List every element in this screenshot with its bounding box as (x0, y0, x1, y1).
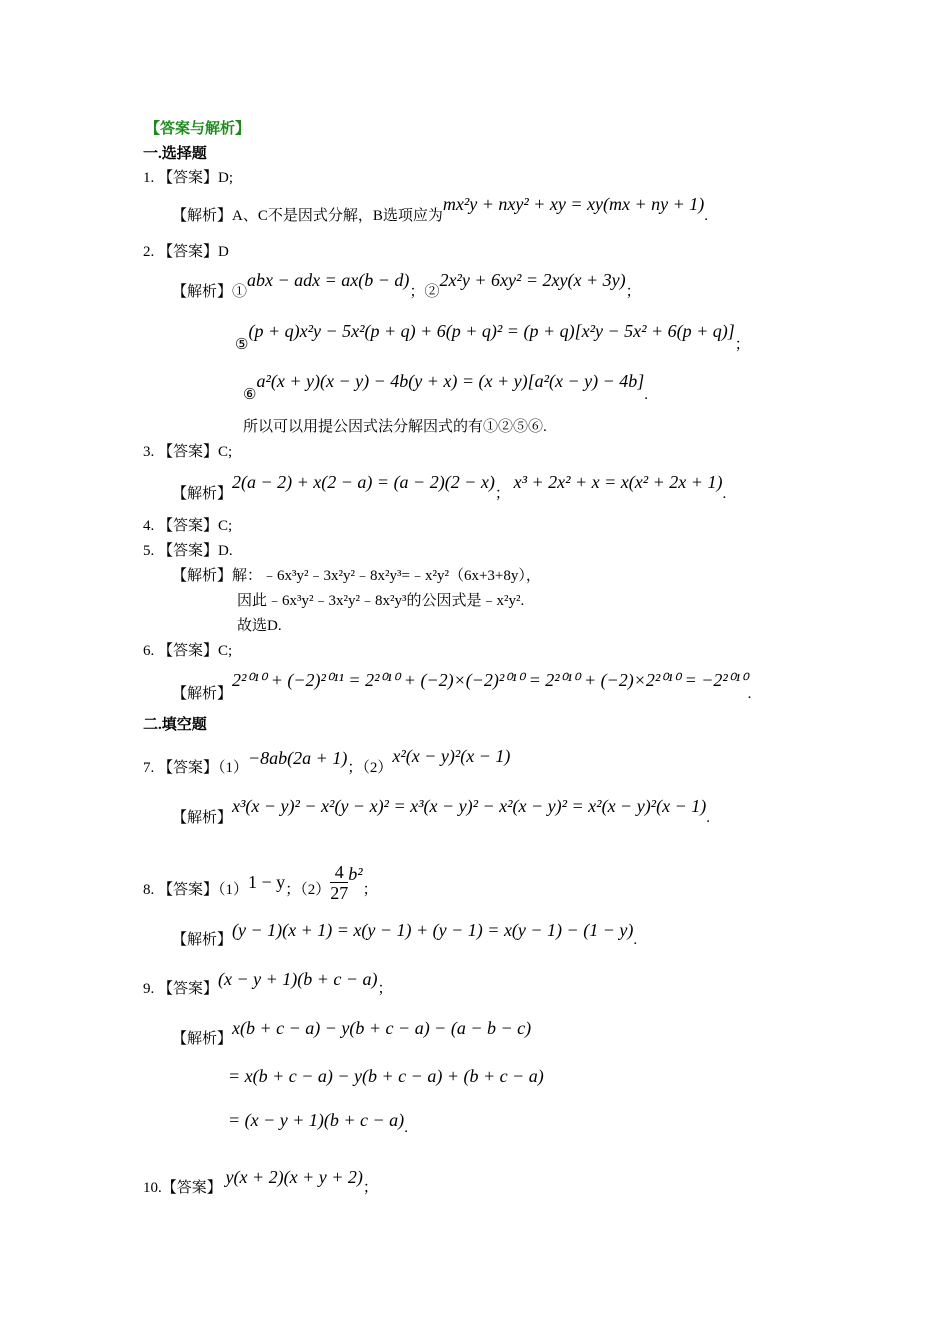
q-num: 9. (143, 981, 155, 997)
period: . (706, 810, 710, 826)
math-expression: x²(x − y)²(x − 1) (392, 746, 511, 766)
answer-value: D (218, 244, 229, 260)
separator: ； (362, 881, 378, 898)
q3-answer (143, 442, 232, 462)
label: ② (424, 284, 440, 300)
q1-analysis (172, 194, 709, 226)
section-multiple-choice: 一.选择题 (143, 146, 207, 162)
q4-answer (143, 516, 232, 536)
q5-line3: 故选D. (237, 618, 282, 634)
q5-analysis (172, 566, 541, 586)
analysis-tag: 【解析】 (172, 208, 233, 224)
period: . (644, 387, 649, 403)
analysis-tag: 【解析】 (172, 284, 233, 300)
math-expression: (p + q)x²y − 5x²(p + q) + 6(p + q)² = (p + q)[x²y − 5x² + 6(p + q)] (248, 321, 735, 341)
separator: ； (347, 760, 363, 776)
separator: ； (285, 881, 301, 898)
analysis-text: 解：﹣6x³y²﹣3x²y²﹣8x²y³=﹣x²y²（6x+3+8y）， (232, 568, 541, 584)
math-expression: (x − y + 1)(b + c − a) (218, 969, 378, 989)
analysis-tag: 【解析】 (172, 486, 233, 502)
analysis-tag: 【解析】 (172, 686, 233, 702)
answer-tag: 【答案】 (158, 444, 219, 460)
q8-analysis (172, 920, 638, 950)
math-expression: = (x − y + 1)(b + c − a) (228, 1110, 405, 1130)
math-expression: −8ab(2a + 1) (248, 748, 348, 768)
answer-value: C; (218, 444, 233, 460)
answer-tag: 【答案】 (158, 643, 219, 659)
analysis-text: A、C不是因式分解，B选项应为 (232, 208, 443, 224)
q-num: 4. (143, 518, 155, 534)
q5-answer (143, 541, 233, 561)
fraction-denominator: 27 (330, 883, 349, 903)
q6-analysis (172, 670, 752, 704)
q8-answer (143, 862, 378, 911)
answers-title: 【答案与解析】 (145, 121, 251, 137)
q9-line2: = x(b + c − a) − y(b + c − a) + (b + c − a) (228, 1066, 544, 1086)
math-expression: b² (348, 863, 363, 884)
period: . (722, 486, 727, 502)
math-expression: abx − adx = ax(b − d) (247, 270, 410, 290)
fraction (330, 862, 348, 903)
q9-answer (143, 969, 393, 999)
label: ① (232, 284, 248, 300)
label: ⑥ (243, 387, 257, 403)
q-num: 8. (143, 881, 155, 898)
q3-analysis (172, 472, 727, 504)
q2-item6 (243, 371, 649, 405)
answer-tag: 【答案】 (158, 760, 219, 776)
q10-answer (143, 1167, 378, 1198)
separator: ； (494, 486, 510, 502)
q5-line2: 因此﹣6x³y²﹣3x²y²﹣8x²y³的公因式是﹣x²y². (237, 593, 525, 609)
math-expression: y(x + 2)(x + y + 2) (225, 1167, 363, 1187)
q2-analysis (172, 270, 641, 302)
answer-tag: 【答案】 (158, 981, 219, 997)
section-fill-in: 二.填空题 (143, 717, 207, 733)
math-expression: 1 − y (248, 871, 286, 892)
separator: ； (409, 284, 425, 300)
part-label: （2） (300, 881, 331, 898)
part-label: （1） (218, 760, 249, 776)
q-num: 10. (143, 1180, 162, 1196)
answer-value: D. (218, 543, 233, 559)
q1-answer (143, 168, 233, 188)
q6-answer (143, 641, 232, 661)
separator: ； (625, 284, 641, 300)
period: . (704, 208, 709, 224)
period: . (633, 932, 638, 948)
fraction-numerator: 4 (330, 862, 348, 883)
q-num: 1. (143, 170, 155, 186)
q-num: 6. (143, 643, 155, 659)
answer-value: D; (218, 170, 234, 186)
analysis-tag: 【解析】 (172, 932, 233, 948)
answer-tag: 【答案】 (158, 543, 219, 559)
answer-tag: 【答案】 (158, 244, 219, 260)
separator: ； (362, 1180, 378, 1196)
answer-tag: 【答案】 (158, 881, 219, 898)
separator: ； (734, 337, 750, 353)
math-expression: 2(a − 2) + x(2 − a) = (a − 2)(2 − x) (232, 472, 495, 492)
analysis-tag: 【解析】 (172, 1031, 233, 1047)
analysis-tag: 【解析】 (172, 568, 233, 584)
q-num: 2. (143, 244, 155, 260)
analysis-tag: 【解析】 (172, 810, 233, 826)
math-expression: (y − 1)(x + 1) = x(y − 1) + (y − 1) = x(y − 1) − (1 − y) (232, 920, 634, 940)
math-expression: mx²y + nxy² + xy = xy(mx + ny + 1) (442, 194, 705, 214)
math-expression: 2²⁰¹⁰ + (−2)²⁰¹¹ = 2²⁰¹⁰ + (−2)×(−2)²⁰¹⁰ = 2²⁰¹⁰ + (−2)×2²⁰¹⁰ = −2²⁰¹⁰ (232, 670, 748, 690)
q2-conclusion: 所以可以用提公因式法分解因式的有①②⑤⑥. (243, 419, 547, 435)
q7-analysis (172, 796, 710, 828)
label: ⑤ (235, 337, 249, 353)
period: . (404, 1120, 408, 1136)
q9-analysis (172, 1018, 532, 1049)
separator: ； (377, 981, 393, 997)
answer-tag: 【答案】 (161, 1180, 222, 1196)
q-num: 7. (143, 760, 155, 776)
math-expression: a²(x + y)(x − y) − 4b(y + x) = (x + y)[a²(x − y) − 4b] (256, 371, 645, 391)
answer-tag: 【答案】 (158, 170, 219, 186)
q7-answer (143, 746, 511, 778)
q2-item5 (235, 321, 750, 355)
math-expression: 2x²y + 6xy² = 2xy(x + 3y) (439, 270, 626, 290)
part-label: （1） (218, 881, 249, 898)
q9-line3 (228, 1110, 408, 1138)
q-num: 3. (143, 444, 155, 460)
answer-value: C; (218, 518, 233, 534)
part-label: （2） (362, 760, 393, 776)
answer-tag: 【答案】 (158, 518, 219, 534)
math-expression: x(b + c − a) − y(b + c − a) − (a − b − c) (232, 1018, 532, 1038)
q-num: 5. (143, 543, 155, 559)
math-expression: x³ + 2x² + x = x(x² + 2x + 1) (513, 472, 723, 492)
q2-answer (143, 242, 229, 262)
answer-value: C; (218, 643, 233, 659)
period: . (747, 686, 752, 702)
math-expression: x³(x − y)² − x²(y − x)² = x³(x − y)² − x²(x − y)² = x²(x − y)²(x − 1) (232, 796, 707, 816)
